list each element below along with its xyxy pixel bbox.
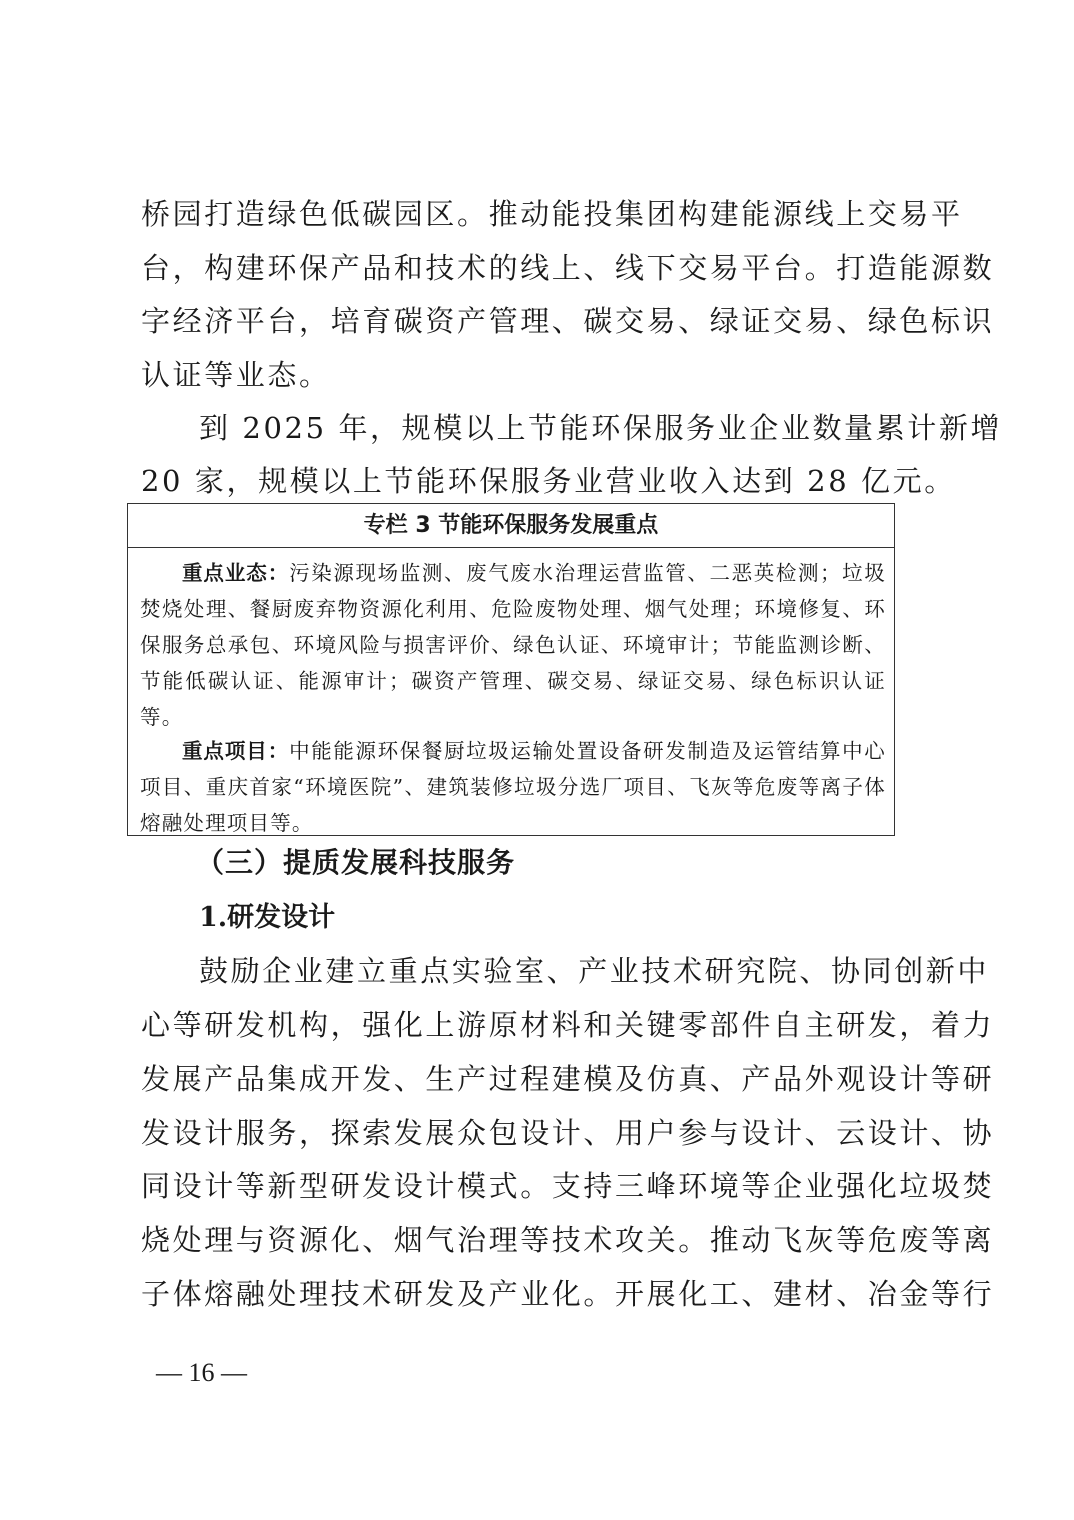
text-line: 认证等业态。 [141,358,331,392]
key-formats-line: 焚烧处理、餐厨废弃物资源化利用、危险废物处理、烟气处理；环境修复、环 [140,597,886,621]
key-projects-line: 项目、重庆首家“环境医院”、建筑装修垃圾分选厂项目、飞灰等危废等离子体 [140,775,886,799]
text-line: 桥园打造绿色低碳园区。推动能投集团构建能源线上交易平 [141,197,963,231]
sidebar-box-title: 专栏 3 节能环保服务发展重点 [128,504,894,548]
key-formats-text: 污染源现场监测、废气废水治理运营监管、二恶英检测；垃圾 [289,561,887,585]
text-line: 子体熔融处理技术研发及产业化。开展化工、建材、冶金等行 [141,1277,995,1311]
text-line: 到 2025 年，规模以上节能环保服务业企业数量累计新增 [199,411,1003,445]
text-line: 鼓励企业建立重点实验室、产业技术研究院、协同创新中 [199,954,990,988]
key-projects-label: 重点项目： [182,739,290,763]
page-number: — 16 — [156,1358,247,1387]
key-formats-line: 节能低碳认证、能源审计；碳资产管理、碳交易、绿证交易、绿色标识认证 [140,669,886,693]
text-line: 发展产品集成开发、生产过程建模及仿真、产品外观设计等研 [141,1062,995,1096]
text-line: 烧处理与资源化、烟气治理等技术攻关。推动飞灰等危废等离 [141,1223,995,1257]
subsection-heading: 1.研发设计 [199,902,336,933]
key-formats-label: 重点业态： [182,561,290,585]
text-line: 发设计服务，探索发展众包设计、用户参与设计、云设计、协 [141,1116,995,1150]
key-projects-line [182,738,886,764]
key-projects-text: 中能能源环保餐厨垃圾运输处置设备研发制造及运管结算中心 [289,739,887,763]
text-line: 心等研发机构，强化上游原材料和关键零部件自主研发，着力 [141,1008,995,1042]
key-projects-line: 熔融处理项目等。 [140,811,314,835]
sidebar-box [127,503,895,836]
text-line: 同设计等新型研发设计模式。支持三峰环境等企业强化垃圾焚 [141,1169,995,1203]
key-formats-line: 等。 [140,705,184,729]
text-line: 字经济平台，培育碳资产管理、碳交易、绿证交易、绿色标识 [141,304,995,338]
key-formats-line [182,560,886,586]
key-formats-line: 保服务总承包、环境风险与损害评价、绿色认证、环境审计；节能监测诊断、 [140,633,886,657]
text-line: 台，构建环保产品和技术的线上、线下交易平台。打造能源数 [141,251,995,285]
text-line: 20 家，规模以上节能环保服务业营业收入达到 28 亿元。 [141,464,956,498]
section-heading: （三）提质发展科技服务 [196,846,516,879]
